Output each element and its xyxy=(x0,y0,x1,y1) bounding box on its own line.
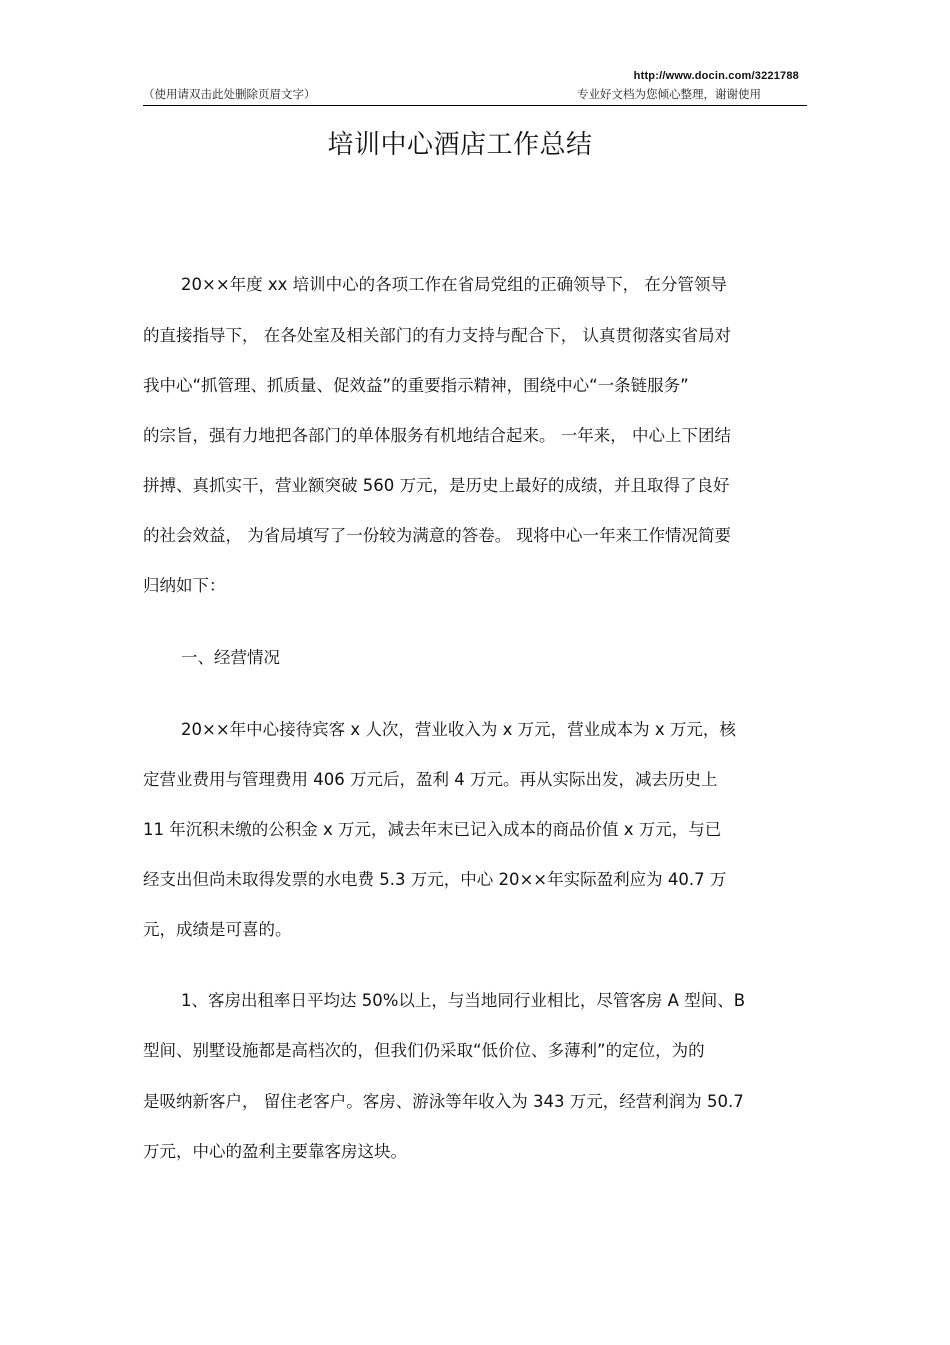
paragraph-line: 1、客房出租率日平均达 50%以上，与当地同行业相比，尽管客房 A 型间、B xyxy=(181,991,746,1010)
paragraph-line: 我中心“抓管理、抓质量、促效益”的重要指示精神，围绕中心“一条链服务” xyxy=(143,376,689,395)
paragraph-line: 11 年沉积未缴的公积金 x 万元，减去年末已记入成本的商品价值 x 万元，与已 xyxy=(143,820,722,839)
paragraph-line: 20××年度 xx 培训中心的各项工作在省局党组的正确领导下， 在分管领导 xyxy=(181,275,727,294)
paragraph-line: 拼搏、真抓实干，营业额突破 560 万元，是历史上最好的成绩，并且取得了良好 xyxy=(143,476,730,495)
paragraph-line: 经支出但尚未取得发票的水电费 5.3 万元，中心 20××年实际盈利应为 40.7 万 xyxy=(143,870,727,889)
paragraph-line: 是吸纳新客户， 留住老客户。客房、游泳等年收入为 343 万元，经营利润为 50.7 xyxy=(143,1092,744,1111)
paragraph-line: 的直接指导下， 在各处室及相关部门的有力支持与配合下， 认真贯彻落实省局对 xyxy=(143,326,731,345)
header-divider xyxy=(143,105,807,106)
paragraph-line: 的社会效益， 为省局填写了一份较为满意的答卷。 现将中心一年来工作情况简要 xyxy=(143,526,731,545)
paragraph-line: 的宗旨，强有力地把各部门的单体服务有机地结合起来。 一年来， 中心上下团结 xyxy=(143,426,731,445)
paragraph-line: 定营业费用与管理费用 406 万元后，盈利 4 万元。再从实际出发，减去历史上 xyxy=(143,770,718,789)
paragraph-line: 万元，中心的盈利主要靠客房这块。 xyxy=(143,1142,407,1161)
paragraph-line: 20××年中心接待宾客 x 人次，营业收入为 x 万元，营业成本为 x 万元，核 xyxy=(181,720,736,739)
header-url: http://www.docin.com/3221788 xyxy=(633,70,799,82)
document-title: 培训中心酒店工作总结 xyxy=(327,130,593,160)
section-heading: 一、经营情况 xyxy=(181,648,280,667)
paragraph-line: 归纳如下： xyxy=(143,576,226,595)
header-right-note: 专业好文档为您倾心整理，谢谢使用 xyxy=(577,87,761,101)
paragraph-line: 元，成绩是可喜的。 xyxy=(143,920,292,939)
paragraph-line: 型间、别墅设施都是高档次的，但我们仍采取“低价位、多薄利”的定位，为的 xyxy=(143,1041,705,1060)
header-left-note[interactable]: （使用请双击此处删除页眉文字） xyxy=(143,87,316,101)
